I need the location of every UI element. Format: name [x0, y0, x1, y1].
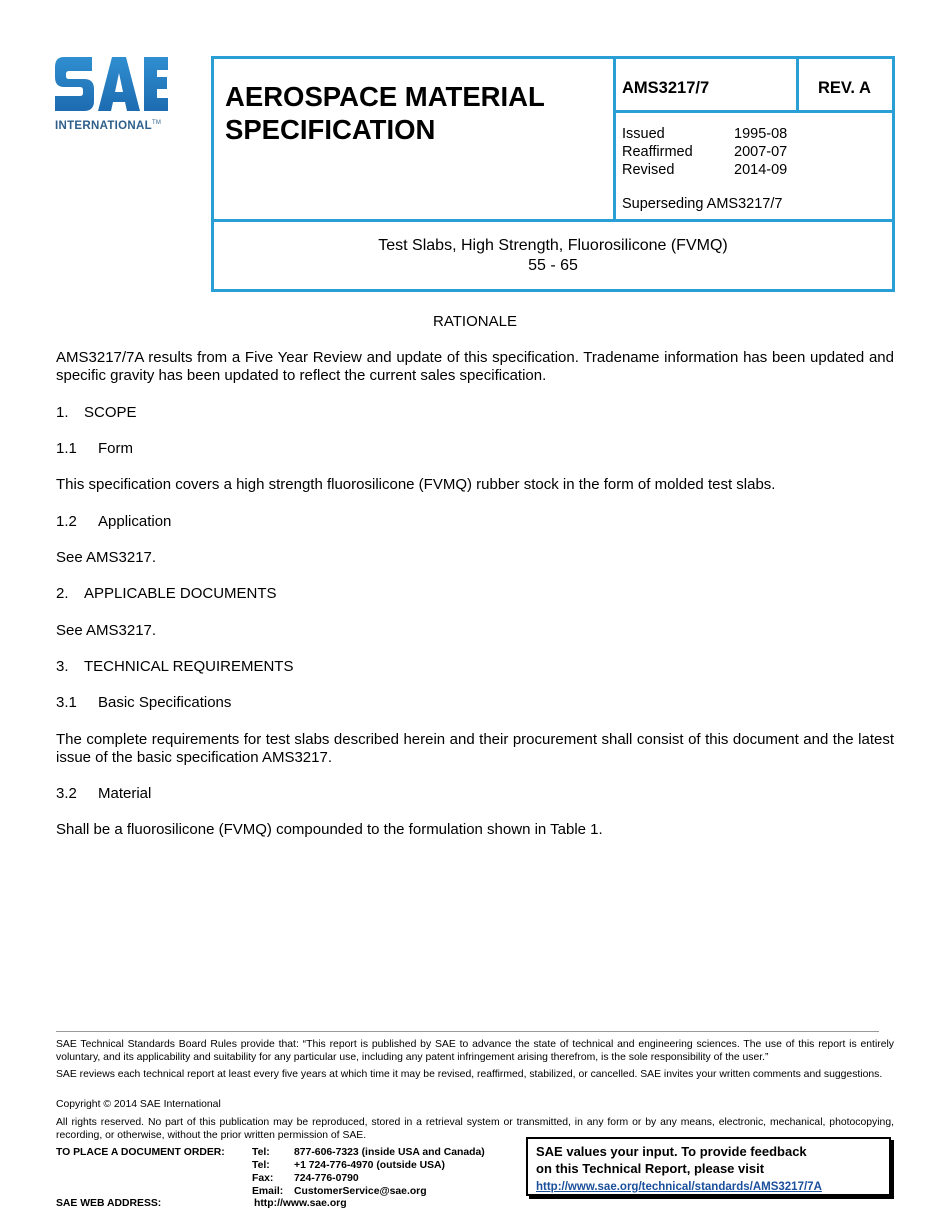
- section-1-2-heading: 1.2 Application: [56, 513, 172, 530]
- section-3-1-heading: 3.1 Basic Specifications: [56, 694, 232, 711]
- section-1-2-paragraph: See AMS3217.: [56, 549, 157, 566]
- web-address-value: http://www.sae.org: [254, 1198, 347, 1209]
- revised-row: Revised 2014-09: [622, 162, 788, 178]
- issued-row: Issued 1995-08: [622, 126, 788, 142]
- section-3-1-paragraph: The complete requirements for test slabs described herein and their procurement shall consist of this document and the latest issue of the basic specification AMS3217.: [56, 731, 894, 766]
- section-3-2-heading: 3.2 Material: [56, 785, 152, 802]
- rights-notice: All rights reserved. No part of this publication may be reproduced, stored in a retrieval system or transmitted, in any form or by any means, electronic, mechanical, photocopying, recording, or otherwise, without the prior written permission of SAE.: [56, 1117, 894, 1141]
- tel-outside-usa: Tel: +1 724-776-4970 (outside USA): [252, 1160, 446, 1171]
- web-address-label: SAE WEB ADDRESS:: [56, 1198, 162, 1209]
- superseding-note: Superseding AMS3217/7: [622, 196, 783, 212]
- revision-label: REV. A: [818, 79, 871, 97]
- date-history: [622, 125, 787, 179]
- spec-header-box: [211, 56, 895, 292]
- logo-tagline: INTERNATIONAL™: [55, 120, 162, 132]
- feedback-line-1: SAE values your input. To provide feedback: [536, 1144, 807, 1159]
- section-1-heading: 1. SCOPE: [56, 404, 137, 421]
- order-label: TO PLACE A DOCUMENT ORDER:: [56, 1147, 225, 1158]
- feedback-box: [526, 1137, 891, 1196]
- section-3-2-paragraph: Shall be a fluorosilicone (FVMQ) compounded to the formulation shown in Table 1.: [56, 821, 603, 838]
- email-contact: Email: CustomerService@sae.org: [252, 1186, 427, 1197]
- section-2-heading: 2. APPLICABLE DOCUMENTS: [56, 585, 277, 602]
- footer-divider: [56, 1031, 879, 1032]
- feedback-link[interactable]: http://www.sae.org/technical/standards/AMS3217/7A: [536, 1181, 822, 1193]
- reaffirmed-row: Reaffirmed 2007-07: [622, 144, 788, 160]
- section-1-1-paragraph: This specification covers a high strength fluorosilicone (FVMQ) rubber stock in the form of molded test slabs.: [56, 476, 776, 493]
- tel-inside-usa: Tel: 877-606-7323 (inside USA and Canada): [252, 1147, 485, 1158]
- review-notice: SAE reviews each technical report at least every five years at which time it may be revised, reaffirmed, stabilized, or cancelled. SAE invites your written comments and suggestions.: [56, 1069, 883, 1080]
- fax-number: Fax: 724-776-0790: [252, 1173, 359, 1184]
- rationale-paragraph: AMS3217/7A results from a Five Year Review and update of this specification. Tradename information has been updated and specific gravity has been updated to reflect the current sales specification.: [56, 349, 894, 384]
- document-type-title: AEROSPACE MATERIAL SPECIFICATION: [225, 81, 545, 145]
- document-subject: Test Slabs, High Strength, Fluorosilicone (FVMQ) 55 - 65: [378, 237, 728, 274]
- feedback-line-2: on this Technical Report, please visit: [536, 1161, 765, 1176]
- copyright-notice: Copyright © 2014 SAE International: [56, 1099, 221, 1110]
- trademark-mark: TM: [151, 120, 162, 127]
- rationale-heading: RATIONALE: [433, 313, 517, 330]
- document-number: AMS3217/7: [622, 79, 710, 97]
- section-1-1-heading: 1.1 Form: [56, 440, 133, 457]
- order-contacts: [252, 1146, 485, 1198]
- section-3-heading: 3. TECHNICAL REQUIREMENTS: [56, 658, 294, 675]
- section-2-paragraph: See AMS3217.: [56, 622, 157, 639]
- standards-board-rules: SAE Technical Standards Board Rules provide that: “This report is published by SAE to advance the state of technical and engineering sciences. The use of this report is entirely voluntary, and its applicability and suitability for any particular use, including any patent infringement arising therefrom, is the sole responsibility of the user.”: [56, 1039, 894, 1063]
